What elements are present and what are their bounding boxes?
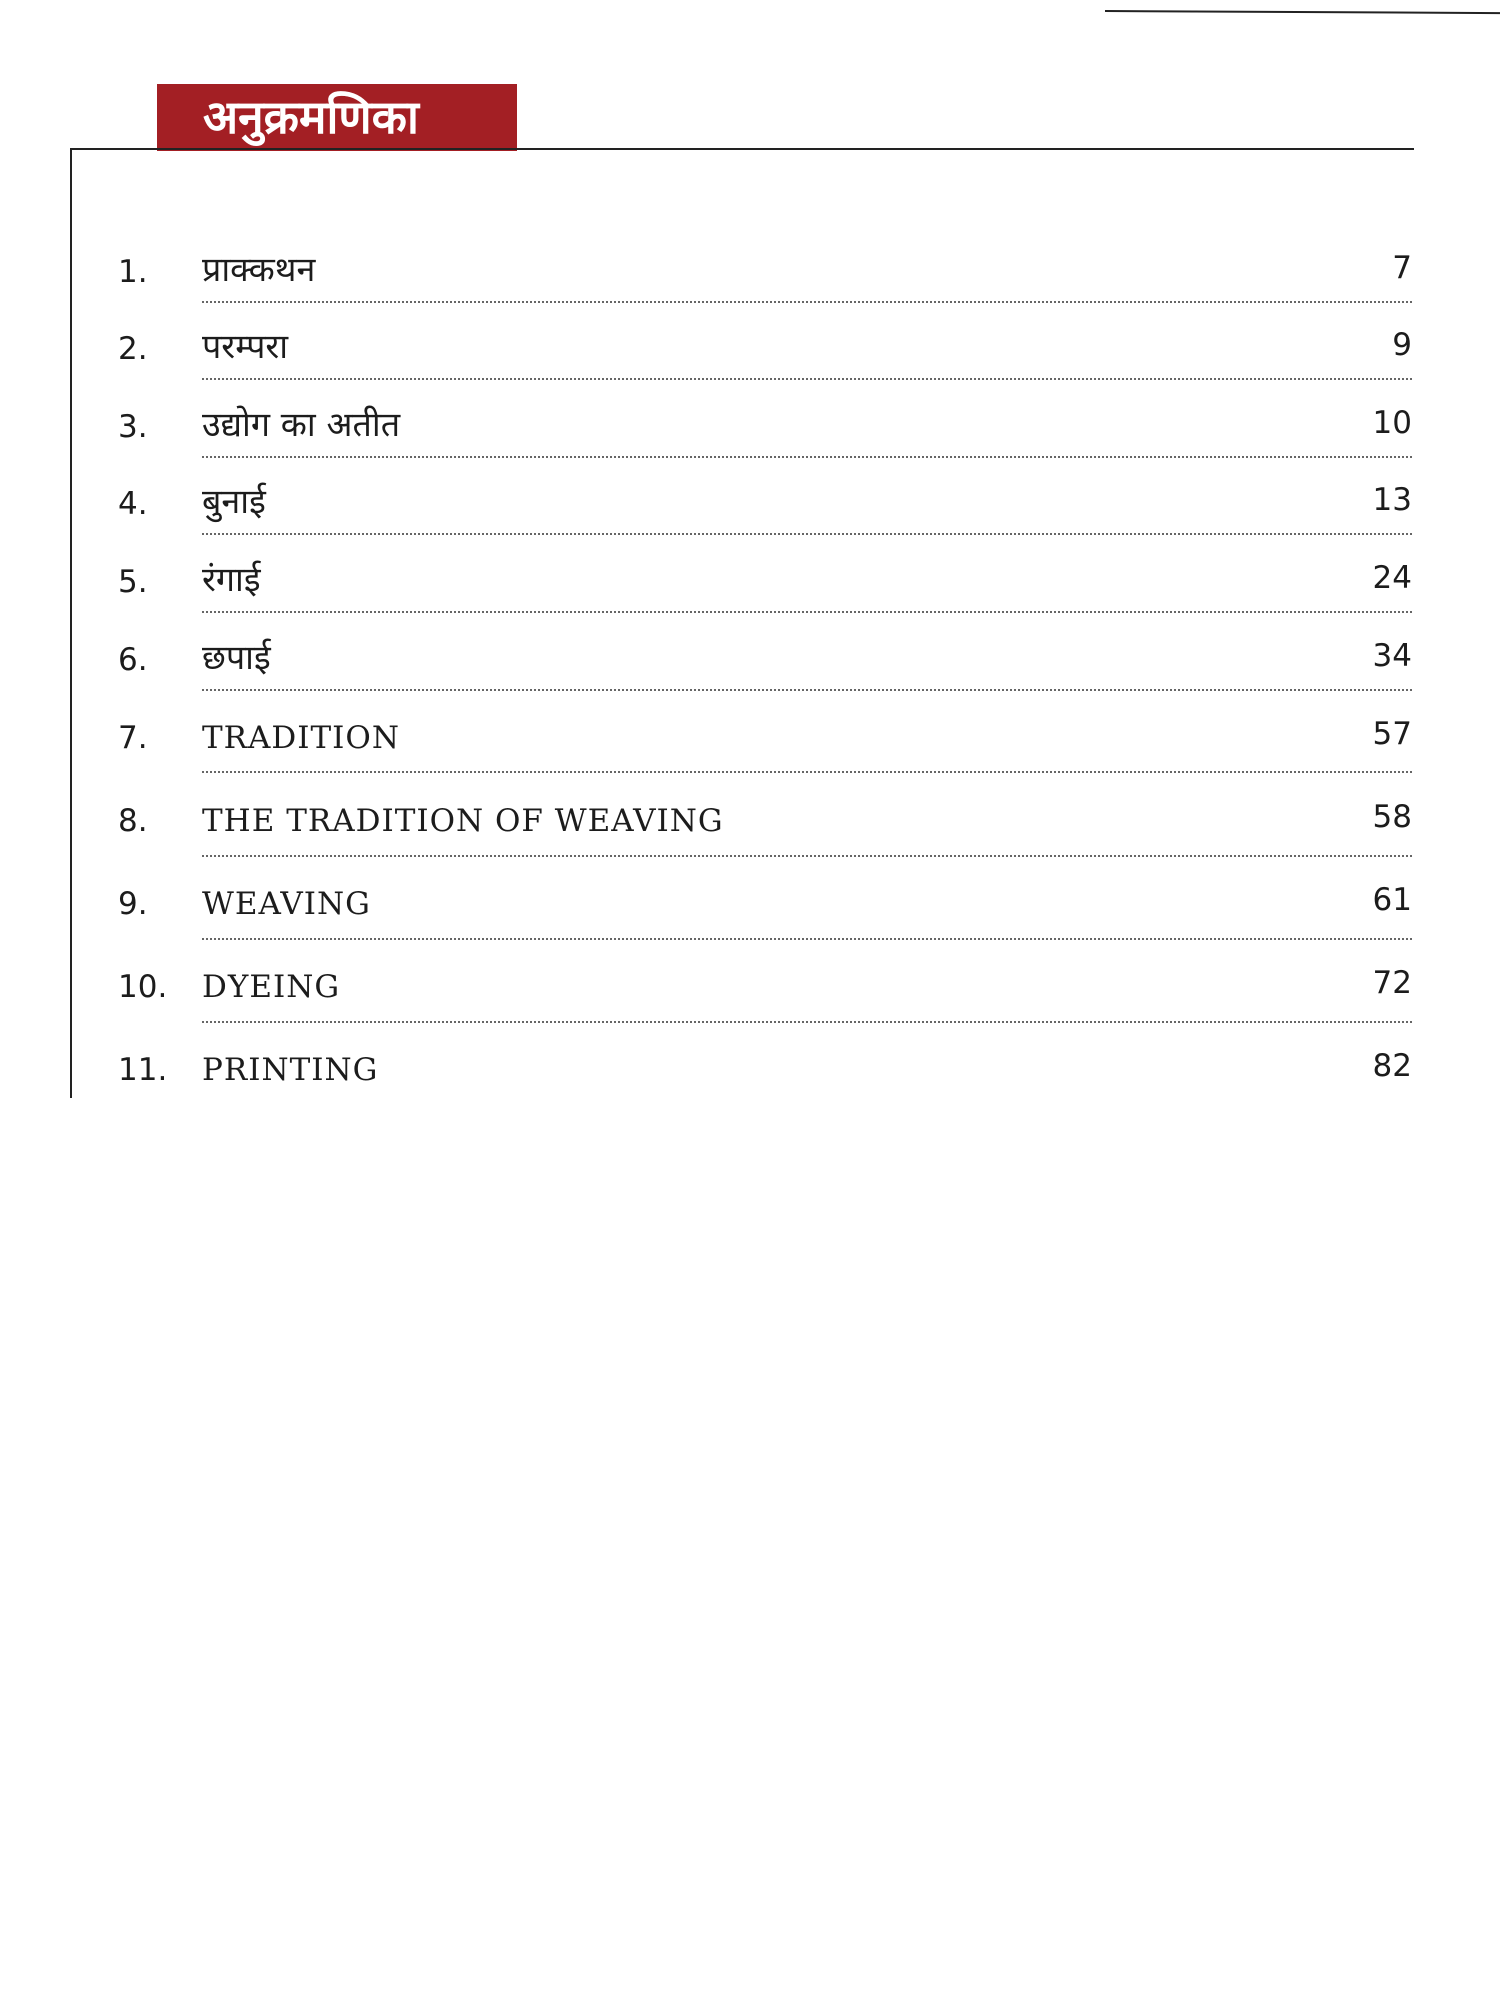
toc-entry-number: 10. (118, 969, 168, 1005)
toc-entry-8[interactable] (0, 797, 1500, 847)
toc-entry-number: 11. (118, 1052, 168, 1088)
toc-entry-page: 58 (1372, 799, 1412, 835)
toc-entry-7[interactable] (0, 714, 1500, 764)
toc-dot-leader (202, 378, 1412, 380)
top-corner-rule (1105, 10, 1500, 14)
toc-entry-label: बुनाई (202, 482, 266, 522)
toc-entry-number: 4. (118, 486, 148, 522)
toc-entry-page: 7 (1392, 250, 1412, 286)
toc-entry-6[interactable] (0, 636, 1500, 686)
toc-entry-label: PRINTING (202, 1052, 379, 1088)
toc-entry-label: परम्परा (202, 327, 289, 367)
toc-dot-leader (202, 611, 1412, 613)
toc-entry-1[interactable] (0, 248, 1500, 298)
toc-entry-page: 24 (1372, 560, 1412, 596)
toc-dot-leader (202, 689, 1412, 691)
toc-entry-label: छपाई (202, 638, 271, 678)
toc-entry-label: प्राक्कथन (202, 250, 316, 290)
toc-entry-number: 3. (118, 409, 148, 445)
toc-entry-label: TRADITION (202, 720, 400, 756)
toc-entry-4[interactable] (0, 480, 1500, 530)
toc-entry-label: DYEING (202, 969, 341, 1005)
toc-entry-11[interactable] (0, 1046, 1500, 1096)
toc-entry-page: 82 (1372, 1048, 1412, 1084)
toc-entry-label: रंगाई (202, 560, 261, 600)
toc-entry-5[interactable] (0, 558, 1500, 608)
toc-dot-leader (202, 1021, 1412, 1023)
toc-entry-3[interactable] (0, 403, 1500, 453)
toc-dot-leader (202, 456, 1412, 458)
toc-entry-page: 34 (1372, 638, 1412, 674)
toc-entry-number: 2. (118, 331, 148, 367)
toc-entry-10[interactable] (0, 963, 1500, 1013)
toc-entry-page: 13 (1372, 482, 1412, 518)
toc-entry-number: 9. (118, 886, 148, 922)
toc-entry-number: 6. (118, 642, 148, 678)
toc-dot-leader (202, 855, 1412, 857)
toc-entry-label: WEAVING (202, 886, 371, 922)
toc-entry-2[interactable] (0, 325, 1500, 375)
toc-dot-leader (202, 938, 1412, 940)
toc-entry-number: 1. (118, 254, 148, 290)
toc-entry-label: THE TRADITION OF WEAVING (202, 803, 724, 839)
toc-dot-leader (202, 533, 1412, 535)
toc-entry-9[interactable] (0, 880, 1500, 930)
toc-entry-page: 9 (1392, 327, 1412, 363)
toc-entry-page: 61 (1372, 882, 1412, 918)
toc-entry-page: 72 (1372, 965, 1412, 1001)
frame-top-rule (70, 148, 1414, 150)
toc-dot-leader (202, 771, 1412, 773)
toc-entry-number: 7. (118, 720, 148, 756)
toc-dot-leader (202, 301, 1412, 303)
toc-entry-page: 10 (1372, 405, 1412, 441)
toc-entry-number: 8. (118, 803, 148, 839)
toc-entry-label: उद्योग का अतीत (202, 405, 401, 445)
toc-entry-number: 5. (118, 564, 148, 600)
toc-entry-page: 57 (1372, 716, 1412, 752)
contents-title: अनुक्रमणिका (157, 84, 517, 151)
